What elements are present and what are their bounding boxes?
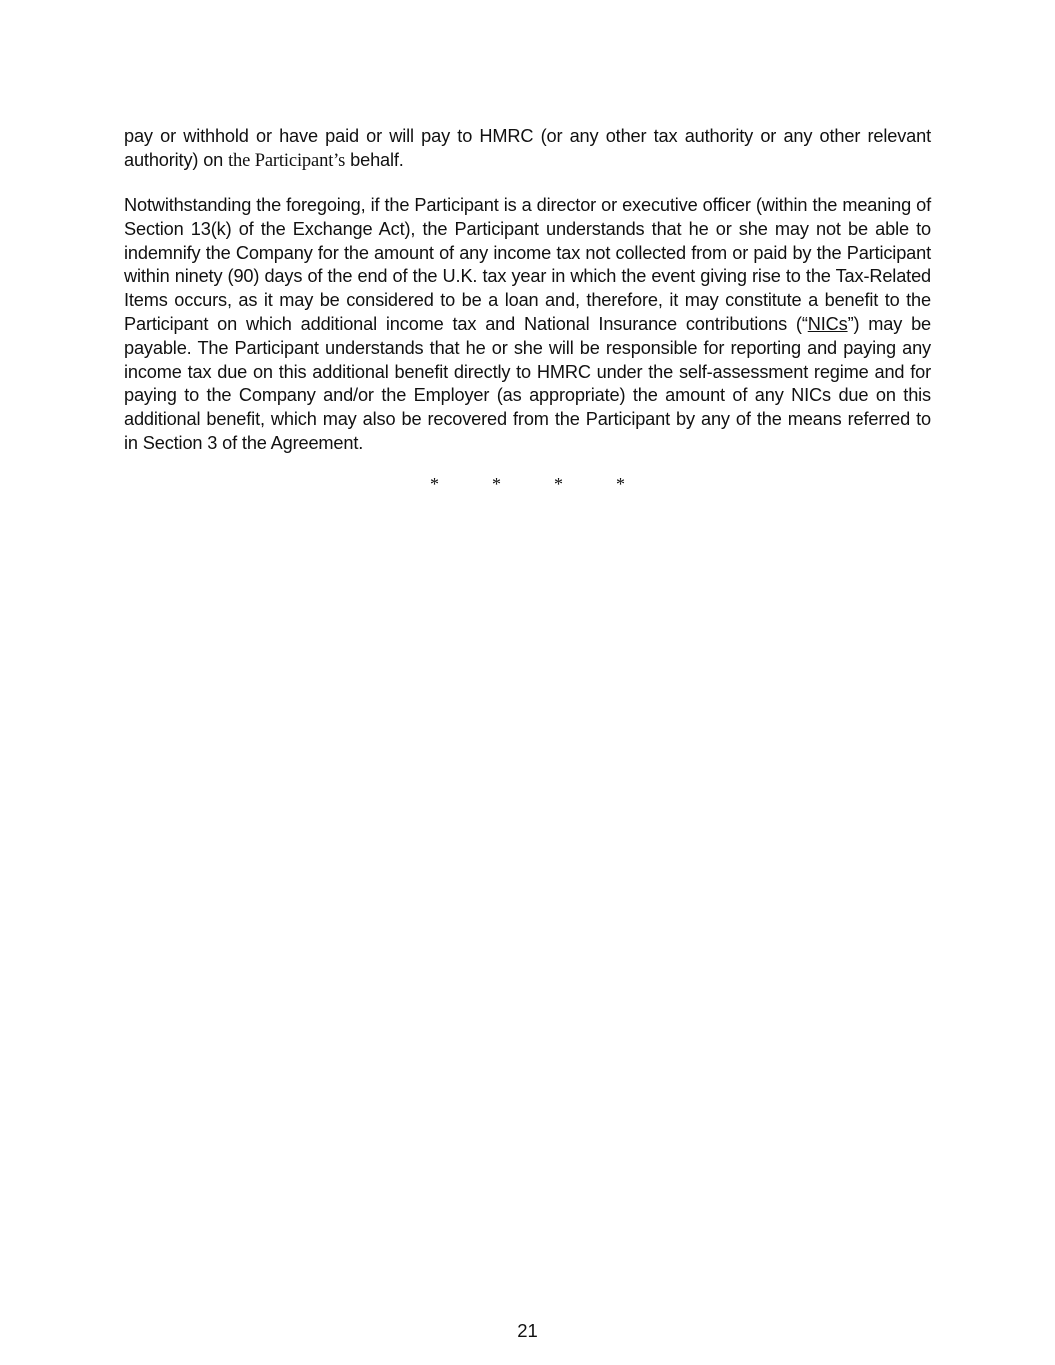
asterisk-3: * [554,474,563,494]
asterisk-1: * [430,474,439,494]
paragraph-1-text-a: pay or withhold or have paid or will pay to HMRC (or any other tax authority or any other relevant authority) on [124,126,931,170]
paragraph-1 [124,125,931,174]
paragraph-2-text-a: Notwithstanding the foregoing, if the Participant is a director or executive officer (within the meaning of Section 13(k) of the Exchange Act), the Participant understands that he or she may not be able to indemnify the Company for the amount of any income tax not collected from or paid by the Participant within ninety (90) days of the end of the U.K. tax year in which the event giving rise to the Tax-Related Items occurs, as it may be considered to be a loan and, therefore, it may constitute a benefit to the Participant on which additional income tax and National Insurance contributions (“ [124,195,931,334]
page-number: 21 [517,1320,538,1341]
paragraph-1-text-b: behalf. [345,149,404,170]
asterisk-4: * [616,474,625,494]
paragraph-1-serif-text: the Participant’s [228,150,346,171]
paragraph-2 [124,194,931,456]
paragraph-2-text-b: ”) may be payable. The Participant understands that he or she will be responsible for reporting and paying any income tax due on this additional benefit directly to HMRC under the self-assessment regime and for paying to the Company and/or the Employer (as appropriate) the amount of any NICs due on this additional benefit, which may also be recovered from the Participant by any of the means referred to in Section 3 of the Agreement. [124,313,932,453]
asterisk-2: * [492,474,501,494]
section-break [0,474,1055,495]
defined-term-nics: NICs [807,313,848,334]
